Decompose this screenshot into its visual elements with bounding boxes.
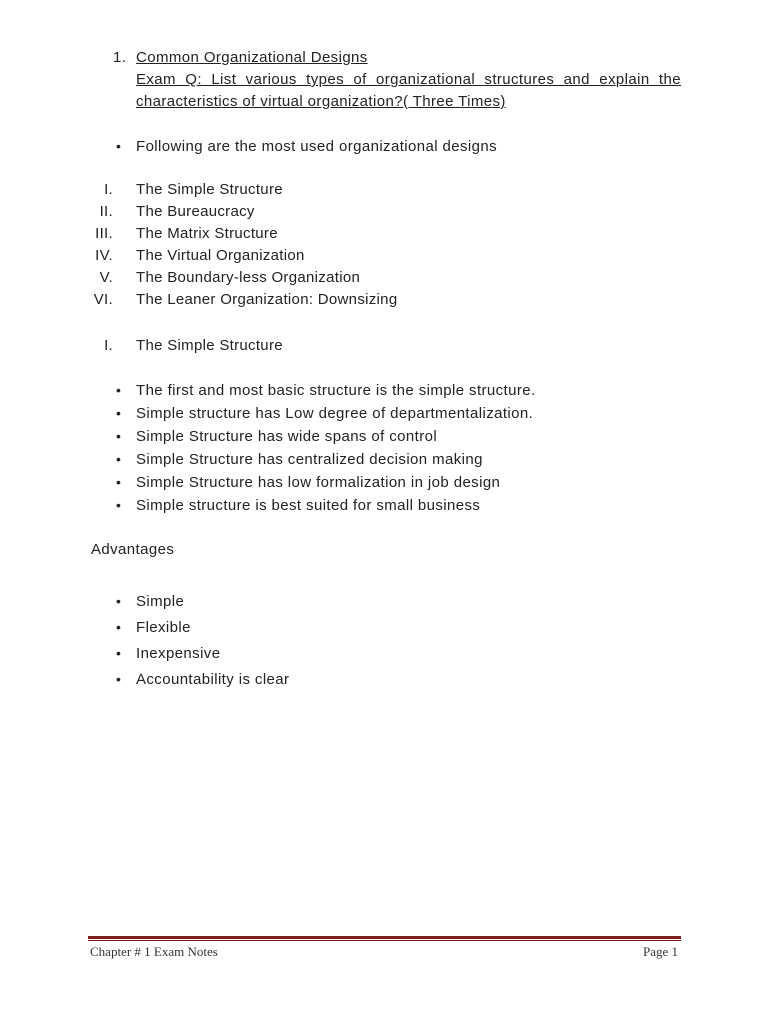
footer-page-number: Page 1 bbox=[642, 944, 678, 959]
list-numeral: II. bbox=[99, 203, 113, 220]
section-numeral: I. bbox=[104, 337, 113, 354]
design-name: The Virtual Organization bbox=[136, 247, 305, 264]
advantage-text: Simple bbox=[136, 593, 185, 610]
bullet-icon: • bbox=[116, 645, 122, 661]
bullet-icon: • bbox=[116, 474, 122, 490]
bullet-icon: • bbox=[116, 593, 122, 609]
bullet-text: Simple structure has Low degree of departmentalization. bbox=[136, 405, 534, 422]
design-name: The Leaner Organization: Downsizing bbox=[136, 291, 398, 308]
bullet-icon: • bbox=[116, 405, 122, 421]
design-name: The Matrix Structure bbox=[136, 225, 278, 242]
advantage-text: Inexpensive bbox=[136, 645, 221, 662]
bullet-icon: • bbox=[116, 497, 122, 513]
bullet-icon: • bbox=[116, 382, 122, 398]
design-name: The Bureaucracy bbox=[136, 203, 255, 220]
bullet-icon: • bbox=[116, 138, 122, 154]
bullet-icon: • bbox=[116, 671, 122, 687]
bullet-icon: • bbox=[116, 451, 122, 467]
question-title: Common Organizational Designs bbox=[136, 49, 368, 66]
exam-question-line-2: characteristics of virtual organization?( Three Times) bbox=[136, 93, 506, 110]
advantage-text: Flexible bbox=[136, 619, 191, 636]
intro-bullet-text: Following are the most used organizational designs bbox=[136, 138, 498, 155]
bullet-text: Simple Structure has centralized decision making bbox=[136, 451, 483, 468]
list-numeral: VI. bbox=[93, 291, 113, 308]
section-title: The Simple Structure bbox=[136, 337, 283, 354]
exam-question-line-1: Exam Q: List various types of organizational structures and explain the bbox=[136, 71, 681, 88]
bullet-icon: • bbox=[116, 619, 122, 635]
question-body bbox=[136, 47, 681, 113]
footer-chapter-label: Chapter # 1 Exam Notes bbox=[90, 944, 218, 959]
advantage-text: Accountability is clear bbox=[136, 671, 290, 688]
bullet-text: Simple structure is best suited for small business bbox=[136, 497, 481, 514]
section-heading bbox=[0, 335, 400, 357]
bullet-text: Simple Structure has low formalization in job design bbox=[136, 474, 501, 491]
list-numeral: V. bbox=[99, 269, 113, 286]
design-name: The Simple Structure bbox=[136, 181, 283, 198]
question-number: 1. bbox=[113, 49, 127, 66]
list-numeral: I. bbox=[104, 181, 113, 198]
bullet-text: Simple Structure has wide spans of control bbox=[136, 428, 438, 445]
list-numeral: IV. bbox=[95, 247, 113, 264]
design-name: The Boundary-less Organization bbox=[136, 269, 361, 286]
bullet-text: The first and most basic structure is the simple structure. bbox=[136, 382, 536, 399]
footer-divider bbox=[88, 936, 681, 939]
footer-divider-thin bbox=[88, 940, 681, 941]
bullet-icon: • bbox=[116, 428, 122, 444]
list-numeral: III. bbox=[95, 225, 113, 242]
advantages-heading: Advantages bbox=[91, 541, 175, 558]
